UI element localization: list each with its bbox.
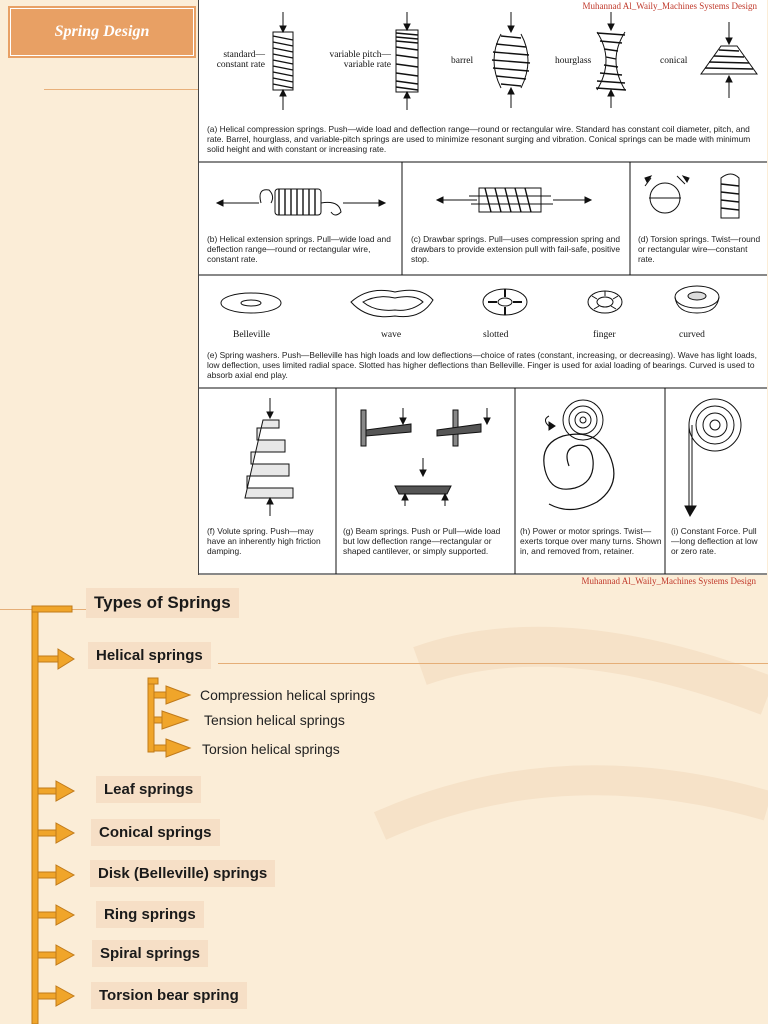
node-disk-springs: Disk (Belleville) springs xyxy=(90,860,275,887)
caption-a: (a) Helical compression springs. Push—wide load and deflection range—round or rectangular wire. Standard has constant coil diameter, pitch, and rate. Barrel, hourglass, and variable-pitch springs are used to minimize resonant surging and vibration. Conical springs can be made with minimum solid height and with constant or increasing rate. xyxy=(207,124,751,155)
sub-tension: Tension helical springs xyxy=(204,712,345,728)
node-helical-springs: Helical springs xyxy=(88,642,211,669)
node-leaf-springs: Leaf springs xyxy=(96,776,201,803)
caption-e: (e) Spring washers. Push—Belleville has high loads and low deflections—choice of rates (constant, increasing, or decreasing). Wave has light loads, low deflection, uses limited radial space. Slotted has higher deflections than Belleville. Finger is used for axial loading of bearings. Curved is used to absorb axial end play. xyxy=(207,350,757,381)
sub-torsion: Torsion helical springs xyxy=(202,741,340,757)
caption-c: (c) Drawbar springs. Pull—uses compression spring and drawbars to provide extension pull with fail-safe, positive stop. xyxy=(411,234,621,265)
node-conical-springs: Conical springs xyxy=(91,819,220,846)
label-standard: standard— constant rate xyxy=(216,50,265,70)
node-spiral-springs: Spiral springs xyxy=(92,940,208,967)
caption-b: (b) Helical extension springs. Pull—wide load and deflection range—round or rectangular wire, constant rate. xyxy=(207,234,391,265)
spring-illustrations xyxy=(199,0,767,575)
spring-types-figure xyxy=(198,0,767,575)
caption-d: (d) Torsion springs. Twist—round or rectangular wire—constant rate. xyxy=(638,234,761,265)
caption-f: (f) Volute spring. Push—may have an inherently high friction damping. xyxy=(207,526,321,557)
slide-title-box xyxy=(10,8,194,56)
label-curved: curved xyxy=(679,330,705,340)
slide-title: Spring Design xyxy=(54,23,150,40)
decorative-line xyxy=(44,89,198,90)
slide-types-of-springs xyxy=(0,576,768,1024)
label-belleville: Belleville xyxy=(233,330,270,340)
label-finger: finger xyxy=(593,330,616,340)
section-title: Types of Springs xyxy=(86,588,239,618)
label-hourglass: hourglass xyxy=(555,56,592,66)
caption-g: (g) Beam springs. Push or Pull—wide load but low deflection range—rectangular or shaped cantilever, or simply supported. xyxy=(343,526,501,557)
label-wave: wave xyxy=(381,330,402,340)
label-conical: conical xyxy=(660,56,688,66)
author-credit-2: Muhannad Al_Waily_Machines Systems Design xyxy=(581,576,756,586)
label-slotted: slotted xyxy=(483,330,509,340)
node-ring-springs: Ring springs xyxy=(96,901,204,928)
caption-i: (i) Constant Force. Pull—long deflection at low or zero rate. xyxy=(671,526,758,557)
label-variable-pitch: variable pitch— variable rate xyxy=(329,50,391,70)
node-torsion-bear-spring: Torsion bear spring xyxy=(91,982,247,1009)
caption-h: (h) Power or motor springs. Twist—exerts torque over many turns. Shown in, and removed from, retainer. xyxy=(520,526,662,557)
label-barrel: barrel xyxy=(451,56,474,66)
sub-compression: Compression helical springs xyxy=(200,687,376,703)
author-credit: Muhannad Al_Waily_Machines Systems Design xyxy=(582,1,757,11)
